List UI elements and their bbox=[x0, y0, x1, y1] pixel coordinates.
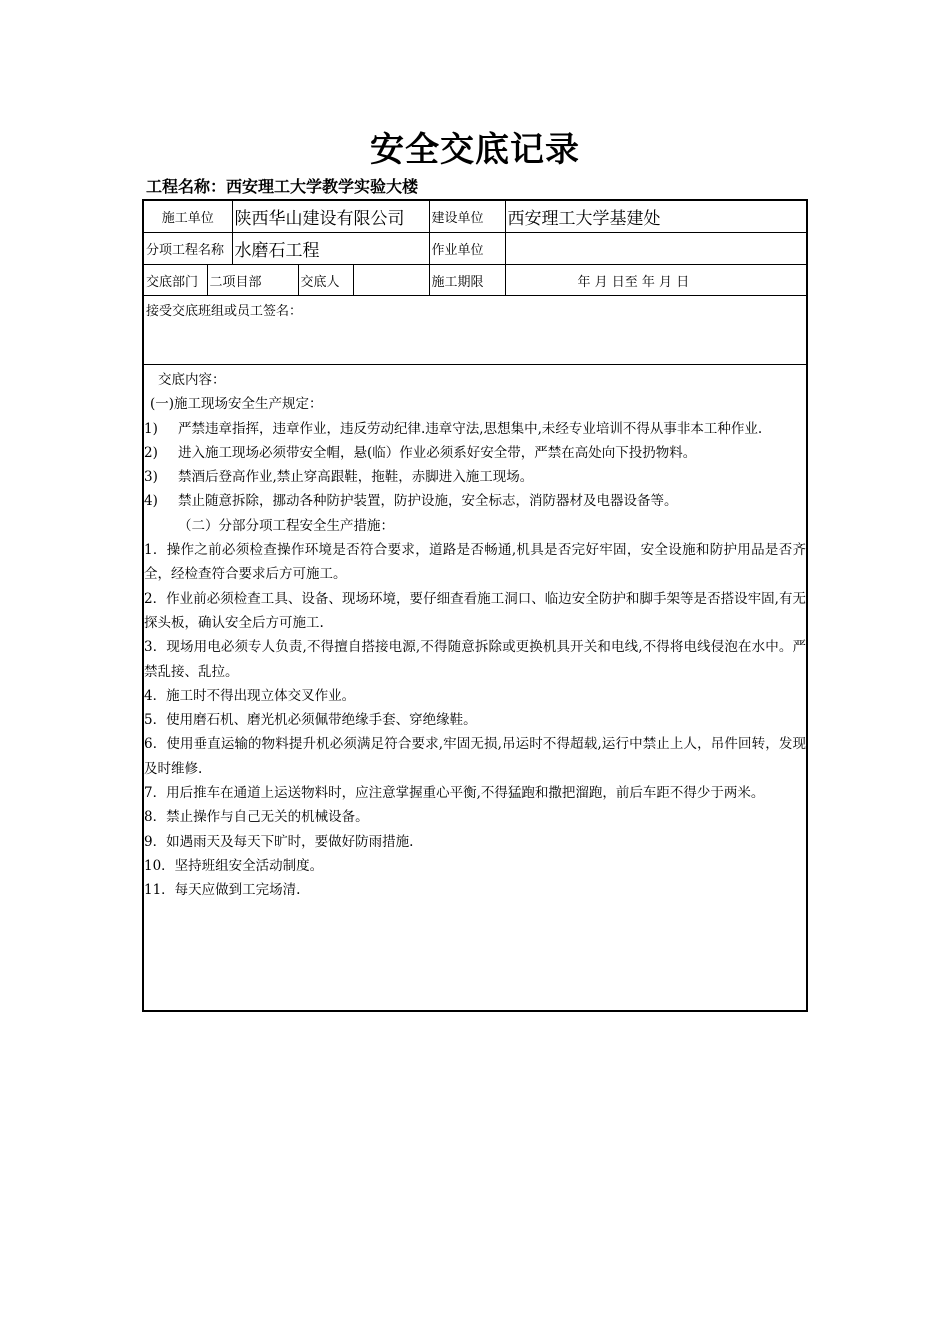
section1-item bbox=[144, 441, 806, 465]
section2-title: （二）分部分项工程安全生产措施： bbox=[178, 517, 394, 534]
builder-label: 建设单位 bbox=[429, 200, 505, 233]
measure-item: 10．坚持班组安全活动制度。 bbox=[144, 857, 324, 874]
period-value: 年 月 日至 年 月 日 bbox=[505, 265, 807, 296]
sub-project-value: 水磨石工程 bbox=[232, 233, 429, 265]
section1-item bbox=[144, 489, 806, 513]
content-header: 交底内容： bbox=[158, 372, 226, 388]
item-text: 严禁违章指挥，违章作业，违反劳动纪律.违章守法,思想集中,未经专业培训不得从事非本工种作业. bbox=[178, 420, 763, 437]
disclosure-form bbox=[142, 199, 808, 1012]
section1-item bbox=[144, 465, 806, 489]
item-number: 3) bbox=[144, 469, 158, 486]
work-unit-label: 作业单位 bbox=[429, 233, 505, 265]
page-title: 安全交底记录 bbox=[370, 130, 580, 170]
construction-unit-label: 施工单位 bbox=[143, 200, 232, 233]
measure-item: 5．使用磨石机、磨光机必须佩带绝缘手套、穿绝缘鞋。 bbox=[144, 712, 477, 729]
item-text: 禁止随意拆除，挪动各种防护装置，防护设施，安全标志，消防器材及电器设备等。 bbox=[178, 493, 678, 510]
item-number: 4) bbox=[144, 493, 158, 510]
measure-item: 7．用后推车在通道上运送物料时，应注意掌握重心平衡,不得猛跑和撒把溜跑，前后车距不得少于两米。 bbox=[144, 785, 765, 802]
measure-item: 9．如遇雨天及每天下旷时，要做好防雨措施. bbox=[144, 833, 414, 850]
item-text: 禁酒后登高作业,禁止穿高跟鞋，拖鞋，赤脚进入施工现场。 bbox=[178, 469, 534, 486]
measure-item: 11．每天应做到工完场清. bbox=[144, 882, 301, 899]
item-number: 1) bbox=[144, 420, 158, 437]
measure-item: 4．施工时不得出现立体交叉作业。 bbox=[144, 687, 356, 704]
project-name bbox=[146, 176, 418, 198]
item-number: 2) bbox=[144, 444, 158, 461]
measure-item: 2．作业前必须检查工具、设备、现场环境，要仔细查看施工洞口、临边安全防护和脚手架等是否搭设牢固,有无探头板，确认安全后方可施工. bbox=[144, 590, 807, 631]
project-label: 工程名称： bbox=[146, 177, 227, 196]
measure-item: 8．禁止操作与自己无关的机械设备。 bbox=[144, 809, 369, 826]
disclosure-content bbox=[143, 365, 807, 1012]
measure-item: 6．使用垂直运输的物料提升机必须满足符合要求,牢固无损,吊运时不得超载,运行中禁止上人，吊件回转，发现及时维修. bbox=[144, 736, 807, 777]
section1-title: (一)施工现场安全生产规定： bbox=[150, 396, 323, 413]
work-unit-value bbox=[505, 233, 807, 265]
project-value: 西安理工大学教学实验大楼 bbox=[226, 177, 419, 196]
period-label: 施工期限 bbox=[429, 265, 505, 296]
dept-label: 交底部门 bbox=[143, 265, 207, 296]
discloser-label: 交底人 bbox=[298, 265, 353, 296]
construction-unit-value: 陕西华山建设有限公司 bbox=[232, 200, 429, 233]
signature-label: 接受交底班组或员工签名： bbox=[143, 296, 807, 365]
discloser-value bbox=[353, 265, 429, 296]
sub-project-label: 分项工程名称 bbox=[143, 233, 232, 265]
measure-item: 1．操作之前必须检查操作环境是否符合要求，道路是否畅通,机具是否完好牢固，安全设施和防护用品是否齐全，经检查符合要求后方可施工。 bbox=[144, 542, 807, 583]
section1-item bbox=[144, 417, 806, 441]
dept-value: 二项目部 bbox=[207, 265, 298, 296]
builder-value: 西安理工大学基建处 bbox=[505, 200, 807, 233]
measure-item: 3．现场用电必须专人负责,不得擅自搭接电源,不得随意拆除或更换机具开关和电线,不得将电线侵泡在水中。严禁乱接、乱拉。 bbox=[144, 639, 807, 680]
item-text: 进入施工现场必须带安全帽，悬(临）作业必须系好安全带，严禁在高处向下投扔物料。 bbox=[178, 444, 697, 461]
